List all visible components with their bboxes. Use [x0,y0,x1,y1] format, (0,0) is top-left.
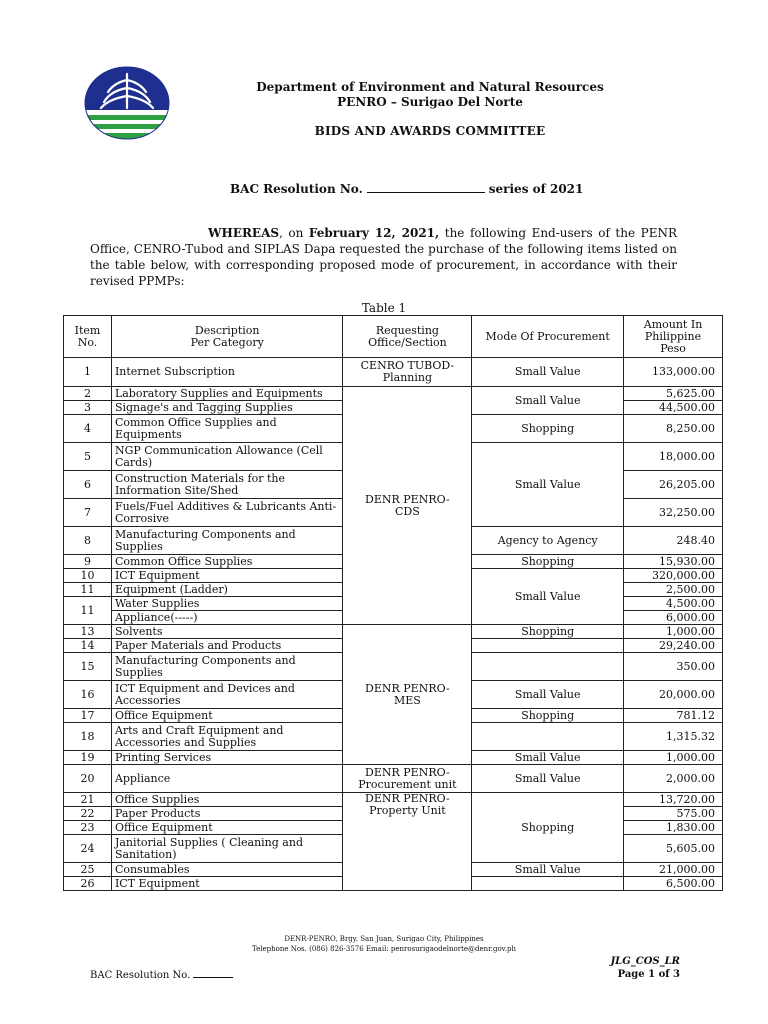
amount-cell: 2,500.00 [624,583,723,597]
item-description: Paper Products [111,807,343,821]
office-cds: DENR PENRO- CDS [343,387,472,625]
item-no: 22 [64,807,112,821]
resolution-suffix: series of 2021 [488,182,584,196]
footer-resolution-label: BAC Resolution No. [90,970,191,981]
header-description: Description Per Category [111,316,343,358]
item-no: 16 [64,681,112,709]
header-amount: Amount In Philippine Peso [624,316,723,358]
table-row [64,387,723,401]
amount-cell: 133,000.00 [624,358,723,387]
item-no: 1 [64,358,112,387]
item-no: 10 [64,569,112,583]
mode-cell-empty [472,723,624,751]
footer-contact: Telephone Nos. (086) 826-3576 Email: penrosurigaodelnorte@denr.gov.ph [251,945,516,953]
amount-cell: 320,000.00 [624,569,723,583]
item-description: ICT Equipment [111,877,343,891]
whereas-body: the following End-users of the PENR Office, CENRO-Tubod and SIPLAS Dapa requested the purchase of the following items listed on the table below, with corresponding proposed mode of procurement, in accordance with their revised PPMPs: [90,226,677,288]
item-no: 13 [64,625,112,639]
item-description: ICT Equipment [111,569,343,583]
office-cenro: CENRO TUBOD- Planning [343,358,472,387]
item-description: Manufacturing Components and Supplies [111,527,343,555]
item-description: Fuels/Fuel Additives & Lubricants Anti-Corrosive [111,499,343,527]
item-no: 19 [64,751,112,765]
mode-cell: Small Value [472,863,624,877]
item-no: 7 [64,499,112,527]
item-no: 2 [64,387,112,401]
committee-name: BIDS AND AWARDS COMMITTEE [314,124,546,138]
amount-cell: 6,500.00 [624,877,723,891]
office-procurement: DENR PENRO- Procurement unit [343,765,472,793]
amount-cell: 6,000.00 [624,611,723,625]
table-row [64,793,723,807]
mode-cell: Small Value [472,569,624,625]
item-description: Paper Materials and Products [111,639,343,653]
amount-cell: 8,250.00 [624,415,723,443]
item-description: Solvents [111,625,343,639]
procurement-table [63,315,723,891]
footer-address: DENR-PENRO, Brgy. San Juan, Surigao City, Philippines [284,935,484,943]
table-caption: Table 1 [361,301,407,315]
item-description: Janitorial Supplies ( Cleaning and Sanitation) [111,835,343,863]
item-description: Appliance(-----) [111,611,343,625]
amount-cell: 575.00 [624,807,723,821]
item-description: NGP Communication Allowance (Cell Cards) [111,443,343,471]
amount-cell: 1,315.32 [624,723,723,751]
mode-cell: Shopping [472,709,624,723]
department-name: Department of Environment and Natural Resources [256,80,604,94]
item-description: Internet Subscription [111,358,343,387]
item-description: Consumables [111,863,343,877]
table-row [64,765,723,793]
denr-logo [84,66,170,140]
amount-cell: 29,240.00 [624,639,723,653]
amount-cell: 26,205.00 [624,471,723,499]
mode-cell: Small Value [472,765,624,793]
item-description: Office Supplies [111,793,343,807]
office-name: PENRO – Surigao Del Norte [337,95,523,109]
item-description: Construction Materials for the Information Site/Shed [111,471,343,499]
resolution-number-blank [367,181,485,193]
amount-cell: 1,000.00 [624,625,723,639]
amount-cell: 781.12 [624,709,723,723]
item-no: 11 [64,597,112,625]
item-description: Manufacturing Components and Supplies [111,653,343,681]
item-no: 9 [64,555,112,569]
amount-cell: 13,720.00 [624,793,723,807]
item-description: Arts and Craft Equipment and Accessories and Supplies [111,723,343,751]
item-no: 4 [64,415,112,443]
amount-cell: 2,000.00 [624,765,723,793]
table-row [64,625,723,639]
amount-cell: 248.40 [624,527,723,555]
resolution-prefix: BAC Resolution No. [230,182,363,196]
page-number: Page 1 of 3 [617,969,680,980]
item-no: 6 [64,471,112,499]
header-item-no: Item No. [64,316,112,358]
office-mes: DENR PENRO- MES [343,625,472,765]
amount-cell: 18,000.00 [624,443,723,471]
mode-cell: Small Value [472,681,624,709]
office-property: DENR PENRO- Property Unit [343,793,472,891]
amount-cell: 5,605.00 [624,835,723,863]
amount-cell: 20,000.00 [624,681,723,709]
item-description: Common Office Supplies and Equipments [111,415,343,443]
footer-address-block [0,934,768,954]
whereas-on: , on [279,226,309,240]
amount-cell: 44,500.00 [624,401,723,415]
mode-cell: Agency to Agency [472,527,624,555]
whereas-paragraph [90,225,677,289]
mode-cell: Small Value [472,358,624,387]
mode-cell-empty [472,653,624,681]
item-description: Appliance [111,765,343,793]
item-no: 18 [64,723,112,751]
item-no: 17 [64,709,112,723]
item-description: Laboratory Supplies and Equipments [111,387,343,401]
mode-cell: Small Value [472,387,624,415]
whereas-word: WHEREAS [208,226,280,240]
item-no: 20 [64,765,112,793]
item-description: Water Supplies [111,597,343,611]
resolution-title [230,181,583,196]
mode-cell-empty [472,639,624,653]
amount-cell: 5,625.00 [624,387,723,401]
amount-cell: 1,830.00 [624,821,723,835]
item-description: Signage's and Tagging Supplies [111,401,343,415]
item-description: ICT Equipment and Devices and Accessories [111,681,343,709]
item-no: 11 [64,583,112,597]
item-no: 15 [64,653,112,681]
item-no: 14 [64,639,112,653]
item-no: 21 [64,793,112,807]
mode-cell: Shopping [472,555,624,569]
footer-resolution-blank [193,968,233,978]
header-office: Requesting Office/Section [343,316,472,358]
item-description: Office Equipment [111,709,343,723]
item-description: Printing Services [111,751,343,765]
mode-cell: Shopping [472,793,624,863]
amount-cell: 4,500.00 [624,597,723,611]
table-header-row [64,316,723,358]
item-no: 8 [64,527,112,555]
mode-cell: Shopping [472,415,624,443]
table-row [64,358,723,387]
amount-cell: 15,930.00 [624,555,723,569]
mode-cell: Small Value [472,443,624,527]
mode-cell: Small Value [472,751,624,765]
document-code: JLG_COS_LR [610,956,680,967]
mode-cell: Shopping [472,625,624,639]
item-description: Equipment (Ladder) [111,583,343,597]
footer-resolution [90,968,233,981]
mode-cell-empty [472,877,624,891]
item-no: 5 [64,443,112,471]
item-no: 23 [64,821,112,835]
item-no: 26 [64,877,112,891]
item-no: 25 [64,863,112,877]
amount-cell: 32,250.00 [624,499,723,527]
item-description: Office Equipment [111,821,343,835]
amount-cell: 350.00 [624,653,723,681]
item-no: 24 [64,835,112,863]
amount-cell: 1,000.00 [624,751,723,765]
item-no: 3 [64,401,112,415]
header-mode: Mode Of Procurement [472,316,624,358]
footer-page-info [610,955,680,981]
whereas-date: February 12, 2021, [308,226,440,240]
item-description: Common Office Supplies [111,555,343,569]
amount-cell: 21,000.00 [624,863,723,877]
